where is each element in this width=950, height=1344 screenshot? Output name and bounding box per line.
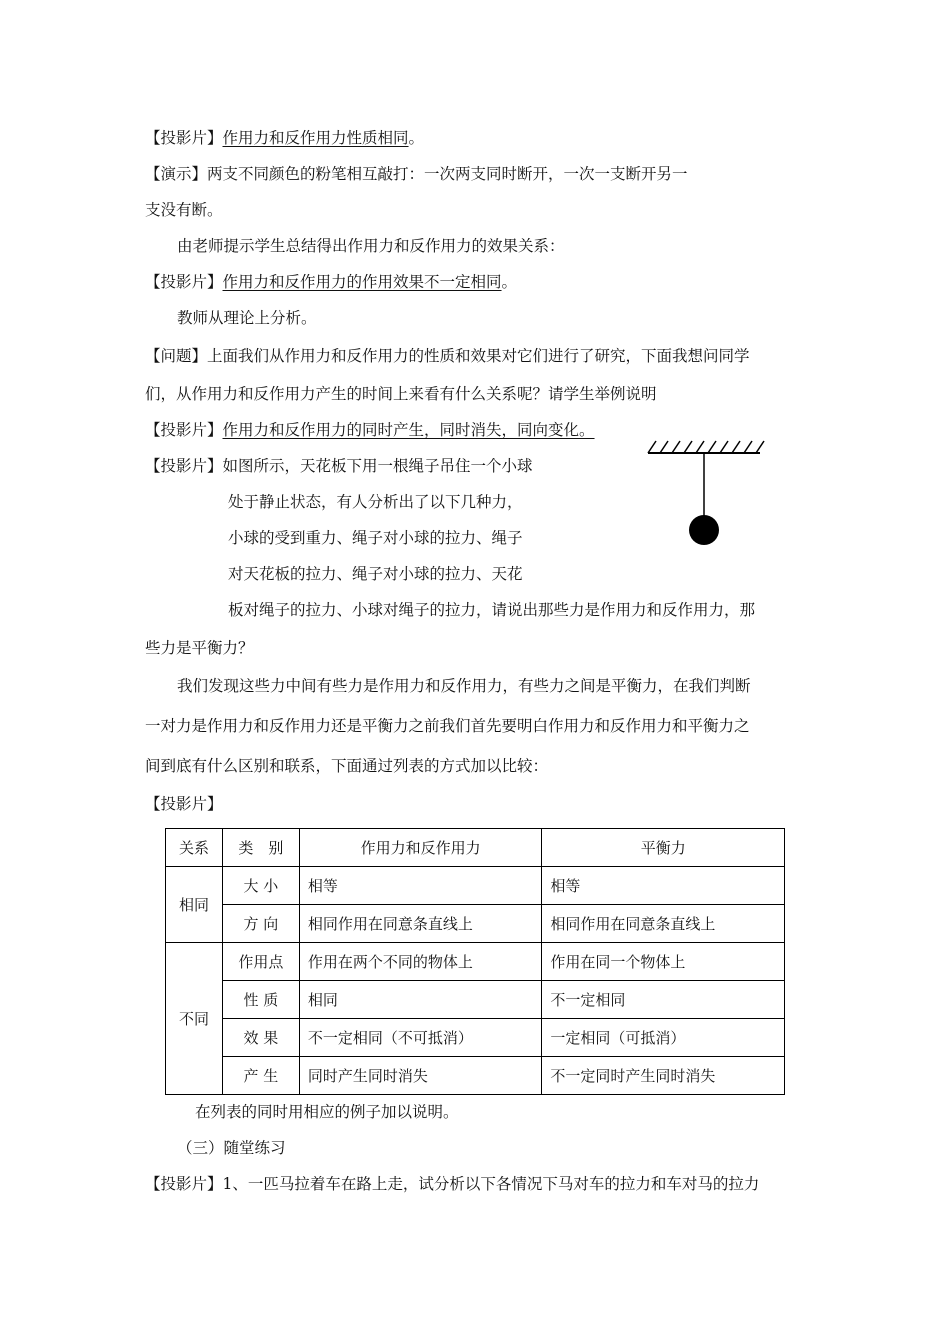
para-discussion-l3: 间到底有什么区别和联系，下面通过列表的方式加以比较： (145, 757, 549, 775)
cell-balanced: 作用在同一个物体上 (542, 943, 785, 981)
cell-action-reaction: 同时产生同时消失 (299, 1057, 542, 1095)
para-projection-4-l6: 些力是平衡力？ (145, 639, 254, 657)
ceiling-hatch (648, 441, 764, 453)
row-category: 性 质 (222, 981, 299, 1019)
para-demo: 【演示】两支不同颜色的粉笔相互敲打：一次两支同时断开，一次一支断开另一 (145, 165, 688, 183)
table-row (166, 981, 785, 1019)
period: 。 (408, 129, 425, 147)
cell-balanced: 相等 (542, 867, 785, 905)
para-demo-cont: 支没有断。 (145, 201, 223, 219)
comparison-table (165, 828, 785, 1095)
table-row (166, 1057, 785, 1095)
para-teacher-hint: 由老师提示学生总结得出作用力和反作用力的效果关系： (177, 237, 565, 255)
cell-balanced: 一定相同（可抵消） (542, 1019, 785, 1057)
group-same: 相同 (166, 867, 223, 943)
table-row (166, 905, 785, 943)
cell-action-reaction: 相等 (299, 867, 542, 905)
para-projection-4-l5: 板对绳子的拉力、小球对绳子的拉力，请说出那些力是作用力和反作用力，那 (228, 601, 756, 619)
para-projection-4-l3: 小球的受到重力、绳子对小球的拉力、绳子 (228, 529, 523, 547)
cell-action-reaction: 不一定相同（不可抵消） (299, 1019, 542, 1057)
header-category: 类 别 (222, 829, 299, 867)
para-projection-5: 【投影片】 (145, 795, 223, 813)
header-balanced-force: 平衡力 (542, 829, 785, 867)
group-different: 不同 (166, 943, 223, 1095)
para-discussion-l2: 一对力是作用力和反作用力还是平衡力之前我们首先要明白作用力和反作用力和平衡力之 (145, 717, 750, 735)
row-category: 产 生 (222, 1057, 299, 1095)
header-action-reaction: 作用力和反作用力 (299, 829, 542, 867)
cell-balanced: 相同作用在同意条直线上 (542, 905, 785, 943)
row-category: 大 小 (222, 867, 299, 905)
header-relation: 关系 (166, 829, 223, 867)
tag-projection: 【投影片】 (145, 129, 223, 147)
para-projection-2 (145, 272, 517, 292)
row-category: 作用点 (222, 943, 299, 981)
table-row (166, 943, 785, 981)
table-row (166, 867, 785, 905)
para-discussion: 我们发现这些力中间有些力是作用力和反作用力，有些力之间是平衡力，在我们判断 (177, 677, 751, 695)
para-projection-4-l2: 处于静止状态，有人分析出了以下几种力， (228, 493, 523, 511)
underlined-statement: 作用力和反作用力性质相同 (222, 129, 409, 147)
tag-projection: 【投影片】 (145, 421, 223, 439)
underlined-statement: 作用力和反作用力的同时产生，同时消失，同向变化。 (222, 421, 595, 439)
tag-projection: 【投影片】 (145, 273, 223, 291)
para-projection-1 (145, 128, 424, 148)
para-projection-3 (145, 420, 595, 440)
period: 。 (501, 273, 518, 291)
para-question-cont: 们，从作用力和反作用力产生的时间上来看有什么关系呢？请学生举例说明 (145, 385, 657, 403)
underlined-statement: 作用力和反作用力的作用效果不一定相同 (222, 273, 502, 291)
table-row (166, 1019, 785, 1057)
para-projection-4: 【投影片】如图所示，天花板下用一根绳子吊住一个小球 (145, 457, 533, 475)
cell-balanced: 不一定同时产生同时消失 (542, 1057, 785, 1095)
row-category: 效 果 (222, 1019, 299, 1057)
cell-action-reaction: 相同作用在同意条直线上 (299, 905, 542, 943)
cell-balanced: 不一定相同 (542, 981, 785, 1019)
row-category: 方 向 (222, 905, 299, 943)
ball (689, 515, 719, 545)
para-question: 【问题】上面我们从作用力和反作用力的性质和效果对它们进行了研究，下面我想问同学 (145, 347, 750, 365)
para-theory: 教师从理论上分析。 (177, 309, 317, 327)
cell-action-reaction: 作用在两个不同的物体上 (299, 943, 542, 981)
table-header-row (166, 829, 785, 867)
para-examples: 在列表的同时用相应的例子加以说明。 (195, 1103, 459, 1121)
cell-action-reaction: 相同 (299, 981, 542, 1019)
para-exercise-1: 【投影片】1、一匹马拉着车在路上走，试分析以下各情况下马对车的拉力和车对马的拉力 (145, 1175, 760, 1193)
hanging-ball-diagram (640, 435, 780, 550)
section-heading-practice: （三）随堂练习 (177, 1139, 286, 1157)
para-projection-4-l4: 对天花板的拉力、绳子对小球的拉力、天花 (228, 565, 523, 583)
